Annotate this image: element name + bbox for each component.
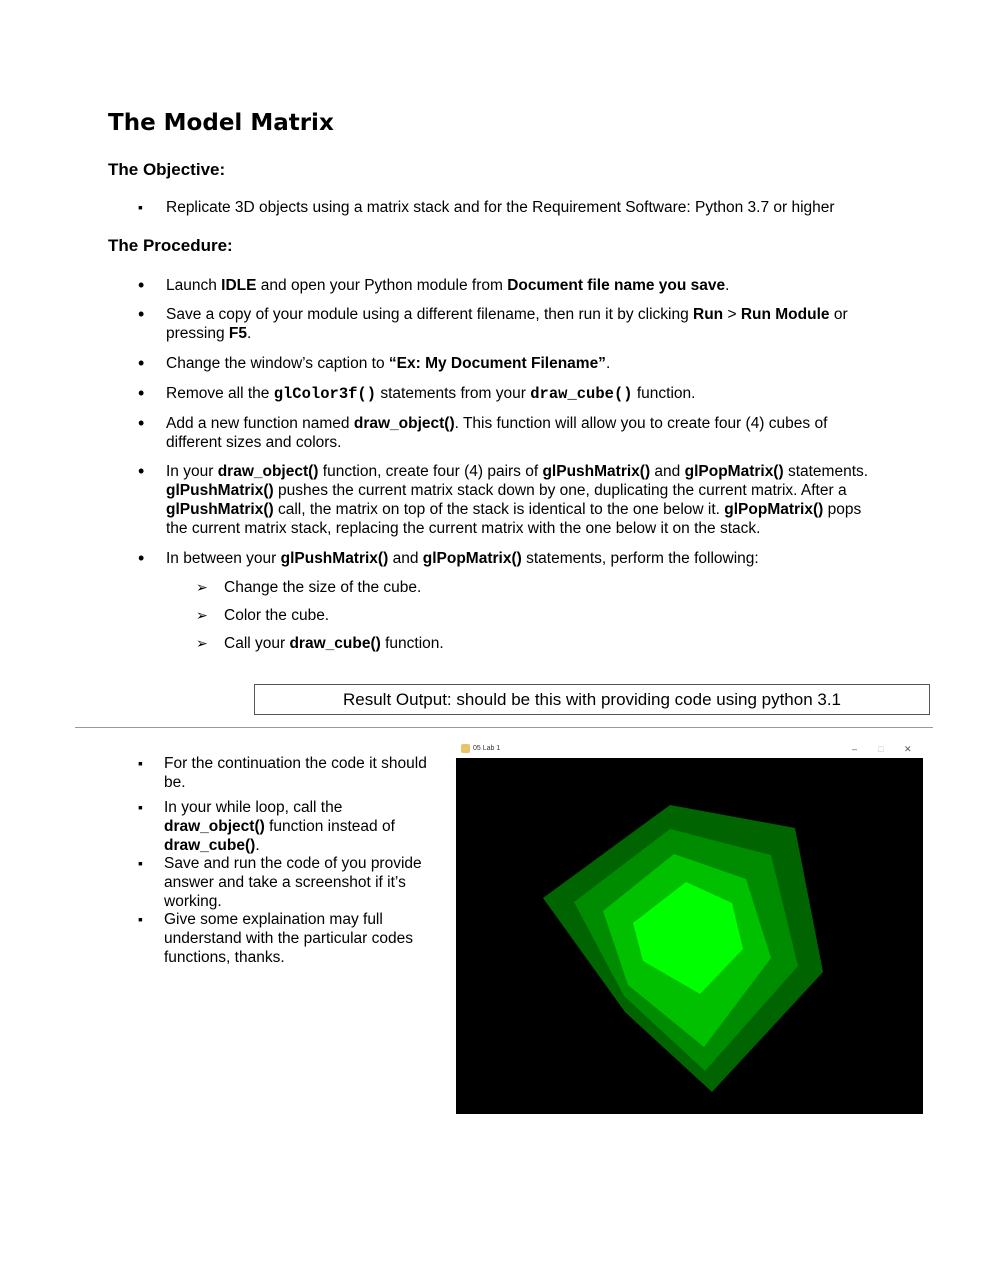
window-titlebar xyxy=(456,740,923,758)
bullet-icon: • xyxy=(138,461,145,481)
minimize-icon[interactable]: – xyxy=(852,744,858,754)
procedure-step-2: Save a copy of your module using a different filename, then run it by clicking Run > Run Module or pressing F5. xyxy=(166,306,848,342)
bullet-icon: • xyxy=(138,548,145,568)
sub-step-3: Call your draw_cube() function. xyxy=(224,635,444,652)
procedure-step-5: Add a new function named draw_object(). This function will allow you to create four (4) cubes of different sizes and colors. xyxy=(166,415,828,451)
procedure-step-4: Remove all the glColor3f() statements from your draw_cube() function. xyxy=(166,385,696,403)
output-window xyxy=(456,740,923,1114)
note-4: Give some explaination may full understand with the particular codes functions, thanks. xyxy=(164,911,414,966)
page-title: The Model Matrix xyxy=(108,110,334,136)
objective-item: Replicate 3D objects using a matrix stack and for the Requirement Software: Python 3.7 or higher xyxy=(166,199,835,216)
bullet-icon: • xyxy=(138,413,145,433)
procedure-step-7: In between your glPushMatrix() and glPopMatrix() statements, perform the following: xyxy=(166,550,759,567)
sub-step-2: Color the cube. xyxy=(224,607,330,624)
square-bullet-icon: ▪ xyxy=(138,799,143,815)
procedure-step-3: Change the window’s caption to “Ex: My Document Filename”. xyxy=(166,355,611,372)
arrow-bullet-icon: ➢ xyxy=(196,579,208,595)
procedure-step-1: Launch IDLE and open your Python module from Document file name you save. xyxy=(166,277,730,294)
square-bullet-icon: ▪ xyxy=(138,855,143,871)
close-icon[interactable]: ✕ xyxy=(904,744,912,754)
bullet-icon: • xyxy=(138,275,145,295)
objective-heading: The Objective: xyxy=(108,160,226,179)
bullet-icon: • xyxy=(138,304,145,324)
bullet-icon: • xyxy=(138,353,145,373)
python-icon xyxy=(461,744,470,753)
divider xyxy=(75,727,933,728)
square-bullet-icon: ▪ xyxy=(138,911,143,927)
cube-render xyxy=(456,758,923,1114)
note-3: Save and run the code of you provide answer and take a screenshot if it’s working. xyxy=(164,855,422,910)
square-bullet-icon: ▪ xyxy=(138,755,143,771)
maximize-icon[interactable]: □ xyxy=(878,744,884,754)
bullet-icon: • xyxy=(138,383,145,403)
arrow-bullet-icon: ➢ xyxy=(196,635,208,651)
arrow-bullet-icon: ➢ xyxy=(196,607,208,623)
render-canvas xyxy=(456,758,923,1114)
window-title: 05 Lab 1 xyxy=(473,745,501,752)
note-2: In your while loop, call the draw_object() function instead of draw_cube(). xyxy=(164,799,395,854)
procedure-heading: The Procedure: xyxy=(108,236,233,255)
sub-step-1: Change the size of the cube. xyxy=(224,579,422,596)
result-output-box: Result Output: should be this with providing code using python 3.1 xyxy=(254,684,930,715)
note-1: For the continuation the code it should be. xyxy=(164,755,427,791)
square-bullet-icon: ▪ xyxy=(138,199,143,215)
procedure-step-6: In your draw_object() function, create four (4) pairs of glPushMatrix() and glPopMatrix() statements. glPushMatrix() pushes the current matrix stack down by one, duplicating the current matrix. After a glPushMatrix() call, the matrix on top of the stack is identical to the one below it. glPopMatrix() pops the current matrix stack, replacing the current matrix with the one below it on the stack. xyxy=(166,463,869,537)
